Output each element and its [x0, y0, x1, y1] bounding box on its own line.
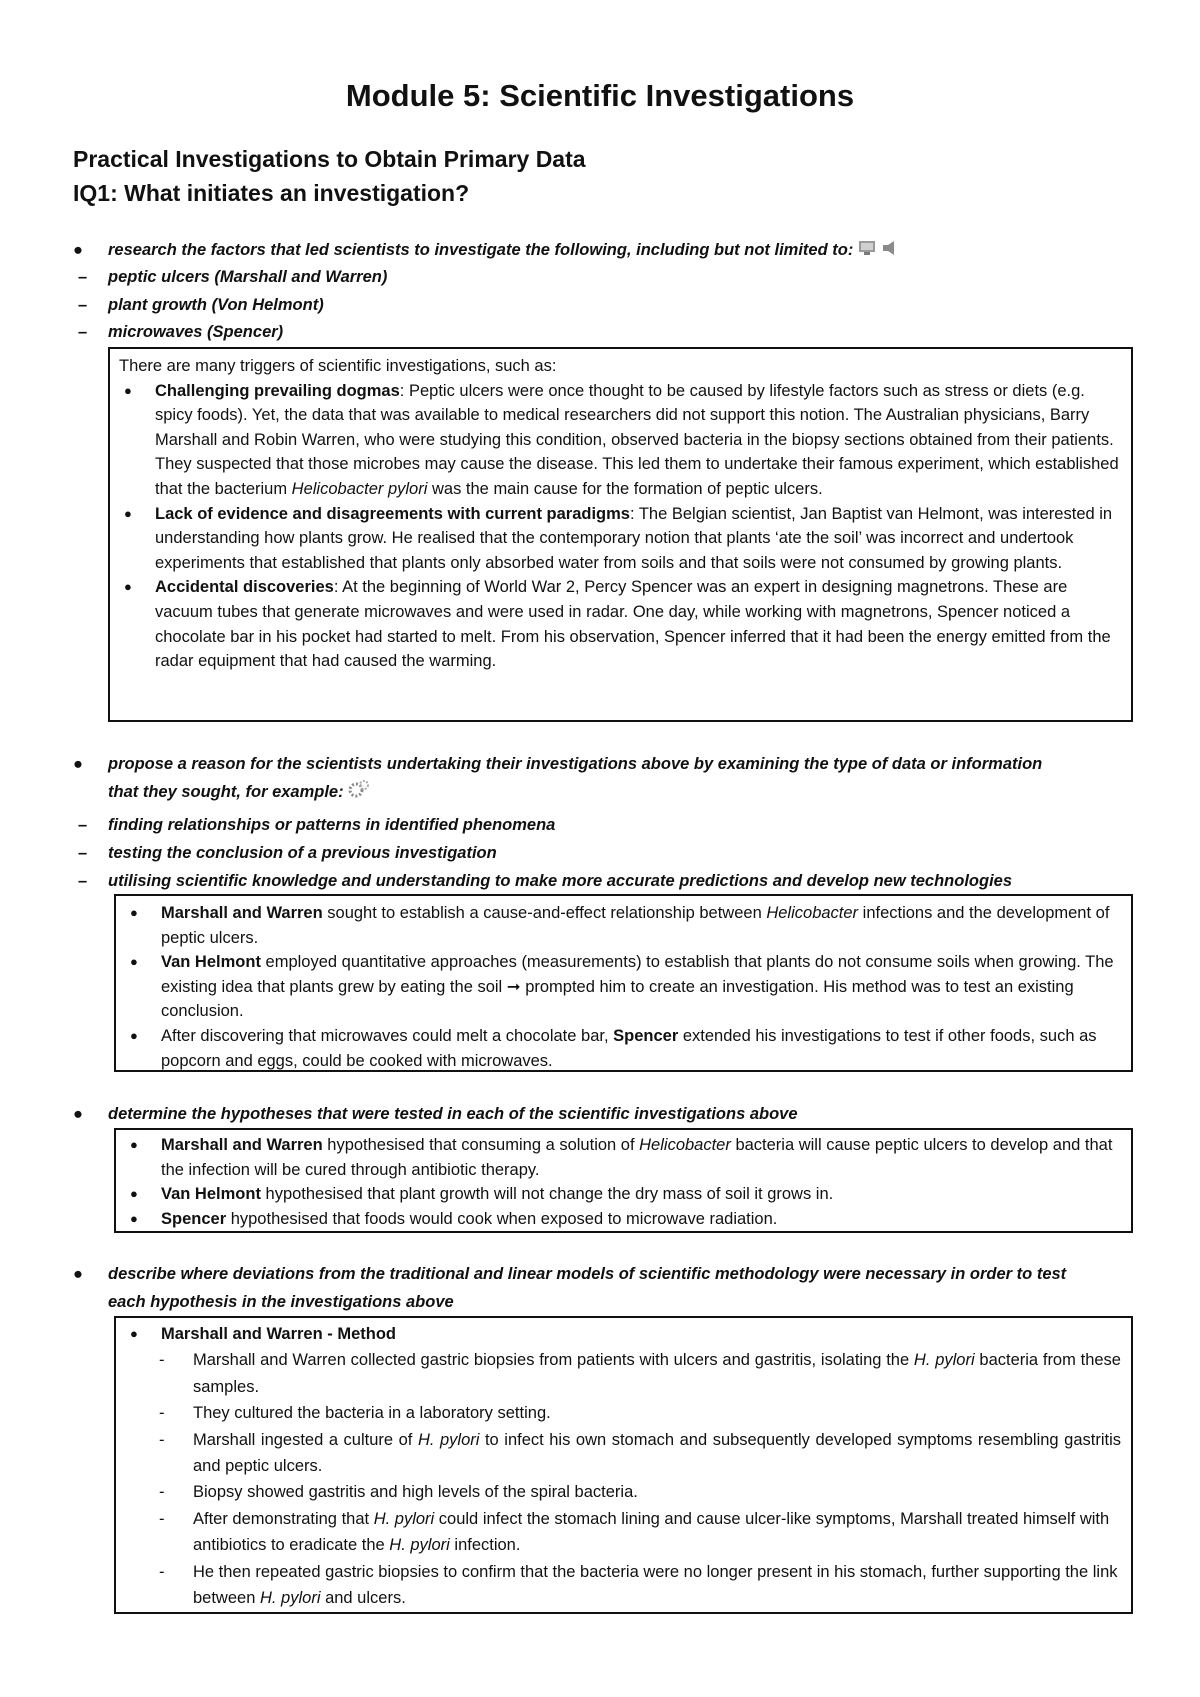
list-item: - Marshall ingested a culture of H. pylori to infect his own stomach and subsequently developed symptoms resembling gastritis and peptic ulcers. [159, 1430, 1121, 1476]
list-item: - Biopsy showed gastritis and high levels of the spiral bacteria. [159, 1483, 638, 1502]
speaker-icon [881, 237, 899, 265]
list-item: – finding relationships or patterns in identified phenomena [78, 816, 556, 834]
prompt-hypotheses: ● determine the hypotheses that were tested in each of the scientific investigations above [108, 1100, 1140, 1128]
computer-icon [858, 237, 876, 265]
bullet-icon: ● [73, 1105, 83, 1123]
list-item: ● Van Helmont hypothesised that plant growth will not change the dry mass of soil it grows in. [130, 1185, 834, 1204]
list-item: – microwaves (Spencer) [78, 323, 284, 341]
answer-box-method [114, 1316, 1133, 1614]
list-item: – utilising scientific knowledge and understanding to make more accurate predictions and develop new technologies [78, 872, 1013, 890]
bullet-icon: ● [73, 241, 83, 259]
list-item: - They cultured the bacteria in a laboratory setting. [159, 1404, 551, 1423]
list-item: ● Accidental discoveries: At the beginning of World War 2, Percy Spencer was an expert in designing magnetrons. These are vacuum tubes that generate microwaves and were used in radar. One day, while working with magnetrons, Spencer noticed a chocolate bar in his pocket had started to melt. From his observation, Spencer inferred that it had been the energy emitted from the radar equipment that had caused the warming. [124, 578, 1111, 671]
answer-box-hypotheses [114, 1128, 1133, 1233]
inquiry-question: IQ1: What initiates an investigation? [73, 180, 470, 206]
list-item: ● Marshall and Warren - Method [130, 1325, 396, 1343]
list-item: - He then repeated gastric biopsies to confirm that the bacteria were no longer present in his stomach, further supporting the link between H. pylori and ulcers. [159, 1562, 1118, 1608]
bullet-icon: ● [73, 755, 83, 773]
list-item: – peptic ulcers (Marshall and Warren) [78, 268, 388, 286]
box-intro: There are many triggers of scientific investigations, such as: [119, 357, 557, 375]
prompt-research-factors [73, 236, 1140, 265]
list-item: ● After discovering that microwaves could melt a chocolate bar, Spencer extended his investigations to test if other foods, such as popcorn and eggs, could be cooked with microwaves. [130, 1026, 1097, 1070]
list-item: – testing the conclusion of a previous investigation [78, 844, 497, 862]
list-item: ● Van Helmont employed quantitative approaches (measurements) to establish that plants do not consume soils when growing. The existing idea that plants grew by eating the soil ➞ prompted him to create an investigation. His method was to test an existing conclusion. [130, 953, 1114, 1021]
prompt-deviations: ● describe where deviations from the traditional and linear models of scientific methodology were necessary in order to test each hypothesis in the investigations above [108, 1260, 1140, 1316]
prompt-text: research the factors that led scientists to investigate the following, including but not limited to: [108, 241, 854, 259]
list-item: – plant growth (Von Helmont) [78, 296, 324, 314]
bullet-icon: ● [73, 1265, 83, 1283]
list-item: ● Spencer hypothesised that foods would cook when exposed to microwave radiation. [130, 1209, 778, 1228]
list-item: ● Lack of evidence and disagreements with current paradigms: The Belgian scientist, Jan Baptist van Helmont, was interested in understanding how plants grow. He realised that the contemporary notion that plants ‘ate the soil’ was incorrect and undertook experiments that established that plants only absorbed water from soils and that soils were not consumed by growing plants. [124, 504, 1113, 572]
list-item: - Marshall and Warren collected gastric biopsies from patients with ulcers and gastritis, isolating the H. pylori bacteria from these samples. [159, 1351, 1121, 1396]
page-title: Module 5: Scientific Investigations [345, 78, 855, 113]
list-item: ● Marshall and Warren sought to establish a cause-and-effect relationship between Helicobacter infections and the development of peptic ulcers. [130, 904, 1110, 947]
answer-box-triggers [108, 347, 1133, 722]
section-heading: Practical Investigations to Obtain Primary Data [73, 146, 586, 172]
list-item: ● Challenging prevailing dogmas: Peptic ulcers were once thought to be caused by lifestyle factors such as stress or diets (e.g. spicy foods). Yet, the data that was available to medical researchers did not support this notion. The Australian physicians, Barry Marshall and Robin Warren, who were studying this condition, observed bacteria in the biopsy sections obtained from their patients. They suspected that those microbes may cause the disease. This led them to undertake their famous experiment, which established that the bacterium Helicobacter pylori was the main cause for the formation of peptic ulcers. [124, 381, 1119, 498]
gears-icon [348, 779, 370, 807]
prompt-propose-reason: ● propose a reason for the scientists undertaking their investigations above by examining the type of data or information that they sought, for example: [108, 750, 1140, 807]
answer-box-reasons [114, 894, 1133, 1072]
list-item: - After demonstrating that H. pylori could infect the stomach lining and cause ulcer-like symptoms, Marshall treated himself with antibiotics to eradicate the H. pylori infection. [159, 1509, 1110, 1555]
list-item: ● Marshall and Warren hypothesised that consuming a solution of Helicobacter bacteria will cause peptic ulcers to develop and that the infection will be cured through antibiotic therapy. [130, 1136, 1113, 1179]
